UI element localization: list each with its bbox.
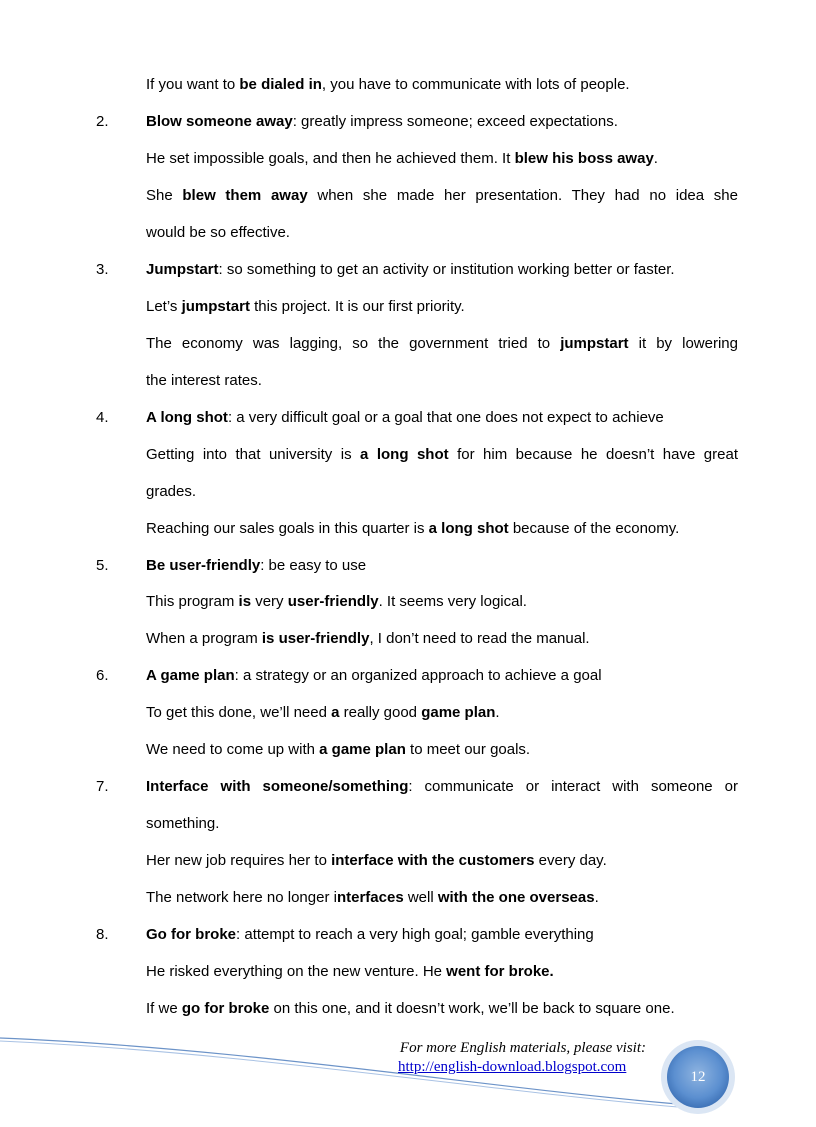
- text-segment: . It seems very logical.: [378, 593, 527, 610]
- text-line: [146, 445, 738, 465]
- item-number: 6.: [96, 667, 109, 684]
- text-segment: the interest rates.: [146, 372, 262, 389]
- text-segment: , I don’t need to read the manual.: [369, 630, 590, 647]
- bold-phrase: is: [238, 593, 252, 610]
- text-line: [146, 925, 738, 945]
- bold-phrase: with the one overseas: [437, 889, 595, 906]
- text-segment: grades.: [146, 483, 197, 500]
- text-line: [146, 75, 738, 95]
- text-line: [146, 482, 738, 502]
- text-line: [146, 112, 738, 132]
- bold-phrase: went for broke.: [446, 963, 554, 980]
- text-segment: for him because he doesn’t have great: [448, 446, 738, 463]
- item-number: 4.: [96, 409, 109, 426]
- text-segment: Getting into that university is: [146, 446, 361, 463]
- bold-phrase: nterfaces: [336, 889, 404, 906]
- text-line: [146, 629, 738, 649]
- bold-phrase: Go for broke: [146, 926, 237, 943]
- bold-phrase: jumpstart: [560, 335, 629, 352]
- text-segment: well: [403, 889, 438, 906]
- text-line: [146, 740, 738, 760]
- item-number: 7.: [96, 778, 109, 795]
- text-segment: The network here no longer i: [146, 889, 337, 906]
- text-segment: This program: [146, 593, 239, 610]
- text-line: [146, 962, 738, 982]
- text-segment: : be easy to use: [260, 557, 367, 574]
- bold-phrase: Be user-friendly: [146, 557, 261, 574]
- text-segment: : a very difficult goal or a goal that one does not expect to achieve: [227, 409, 664, 426]
- text-line: [146, 149, 738, 169]
- item-number: 8.: [96, 926, 109, 943]
- text-line: [146, 592, 738, 612]
- bold-phrase: go for broke: [181, 1000, 270, 1017]
- text-segment: If you want to: [146, 76, 240, 93]
- bold-phrase: interface with the customers: [331, 852, 535, 869]
- text-line: [146, 297, 738, 317]
- text-line: [146, 999, 738, 1019]
- text-segment: , you have to communicate with lots of people.: [321, 76, 630, 93]
- text-segment: Her new job requires her to: [146, 852, 332, 869]
- text-segment: If we: [146, 1000, 182, 1017]
- text-line: [146, 703, 738, 723]
- text-segment: When a program: [146, 630, 262, 647]
- text-line: [146, 223, 738, 243]
- footer-link[interactable]: http://english-download.blogspot.com: [398, 1059, 627, 1075]
- text-segment: very: [251, 593, 288, 610]
- text-segment: : attempt to reach a very high goal; gamble everything: [236, 926, 594, 943]
- text-segment: : greatly impress someone; exceed expectations.: [292, 113, 618, 130]
- item-number: 3.: [96, 261, 109, 278]
- text-line: [146, 519, 738, 539]
- bold-phrase: blew his boss away: [514, 150, 654, 167]
- item-number: 5.: [96, 557, 109, 574]
- text-segment: The economy was lagging, so the government tried to: [146, 335, 561, 352]
- text-segment: .: [495, 704, 500, 721]
- item-number: 2.: [96, 113, 109, 130]
- text-segment: this project. It is our first priority.: [249, 298, 465, 315]
- bold-phrase: user-friendly: [287, 593, 379, 610]
- text-line: [146, 334, 738, 354]
- text-line: [146, 851, 738, 871]
- text-segment: To get this done, we’ll need: [146, 704, 332, 721]
- text-segment: really good: [339, 704, 422, 721]
- bold-phrase: a game plan: [319, 741, 406, 758]
- bold-phrase: game plan: [421, 704, 496, 721]
- bold-phrase: be dialed in: [239, 76, 322, 93]
- text-segment: it by lowering: [628, 335, 738, 352]
- bold-phrase: is user-friendly: [261, 630, 370, 647]
- bold-phrase: Blow someone away: [146, 113, 293, 130]
- bold-phrase: jumpstart: [181, 298, 250, 315]
- footer-visit-text: For more English materials, please visit:: [399, 1040, 646, 1056]
- text-line: [146, 260, 738, 280]
- text-line: [146, 556, 738, 576]
- text-line: [146, 186, 738, 206]
- text-segment: He set impossible goals, and then he achieved them. It: [146, 150, 515, 167]
- text-segment: would be so effective.: [146, 224, 290, 241]
- bold-phrase: blew them away: [182, 187, 308, 204]
- text-line: [146, 666, 738, 686]
- text-segment: : a strategy or an organized approach to achieve a goal: [234, 667, 602, 684]
- text-segment: : so something to get an activity or institution working better or faster.: [218, 261, 675, 278]
- text-segment: because of the economy.: [508, 520, 680, 537]
- bold-phrase: a long shot: [428, 520, 509, 537]
- bold-phrase: A game plan: [146, 667, 235, 684]
- text-segment: every day.: [534, 852, 607, 869]
- text-segment: Reaching our sales goals in this quarter is: [146, 520, 429, 537]
- text-line: [146, 888, 738, 908]
- bold-phrase: a: [331, 704, 340, 721]
- text-segment: .: [653, 150, 658, 167]
- text-segment: on this one, and it doesn’t work, we’ll be back to square one.: [269, 1000, 675, 1017]
- text-segment: He risked everything on the new venture. He: [146, 963, 447, 980]
- text-segment: .: [594, 889, 599, 906]
- bold-phrase: Interface with someone/something: [146, 778, 409, 795]
- bold-phrase: A long shot: [146, 409, 228, 426]
- text-segment: We need to come up with: [146, 741, 320, 758]
- text-line: [146, 814, 738, 834]
- text-segment: something.: [146, 815, 220, 832]
- text-segment: when she made her presentation. They had no idea she: [307, 187, 738, 204]
- text-segment: : communicate or interact with someone or: [408, 778, 738, 795]
- text-segment: Let’s: [146, 298, 182, 315]
- page-number: 12: [690, 1069, 706, 1085]
- text-line: [146, 371, 738, 391]
- text-line: [146, 408, 738, 428]
- bold-phrase: Jumpstart: [146, 261, 219, 278]
- text-segment: She: [146, 187, 183, 204]
- text-line: [146, 777, 738, 797]
- text-segment: to meet our goals.: [405, 741, 531, 758]
- bold-phrase: a long shot: [360, 446, 449, 463]
